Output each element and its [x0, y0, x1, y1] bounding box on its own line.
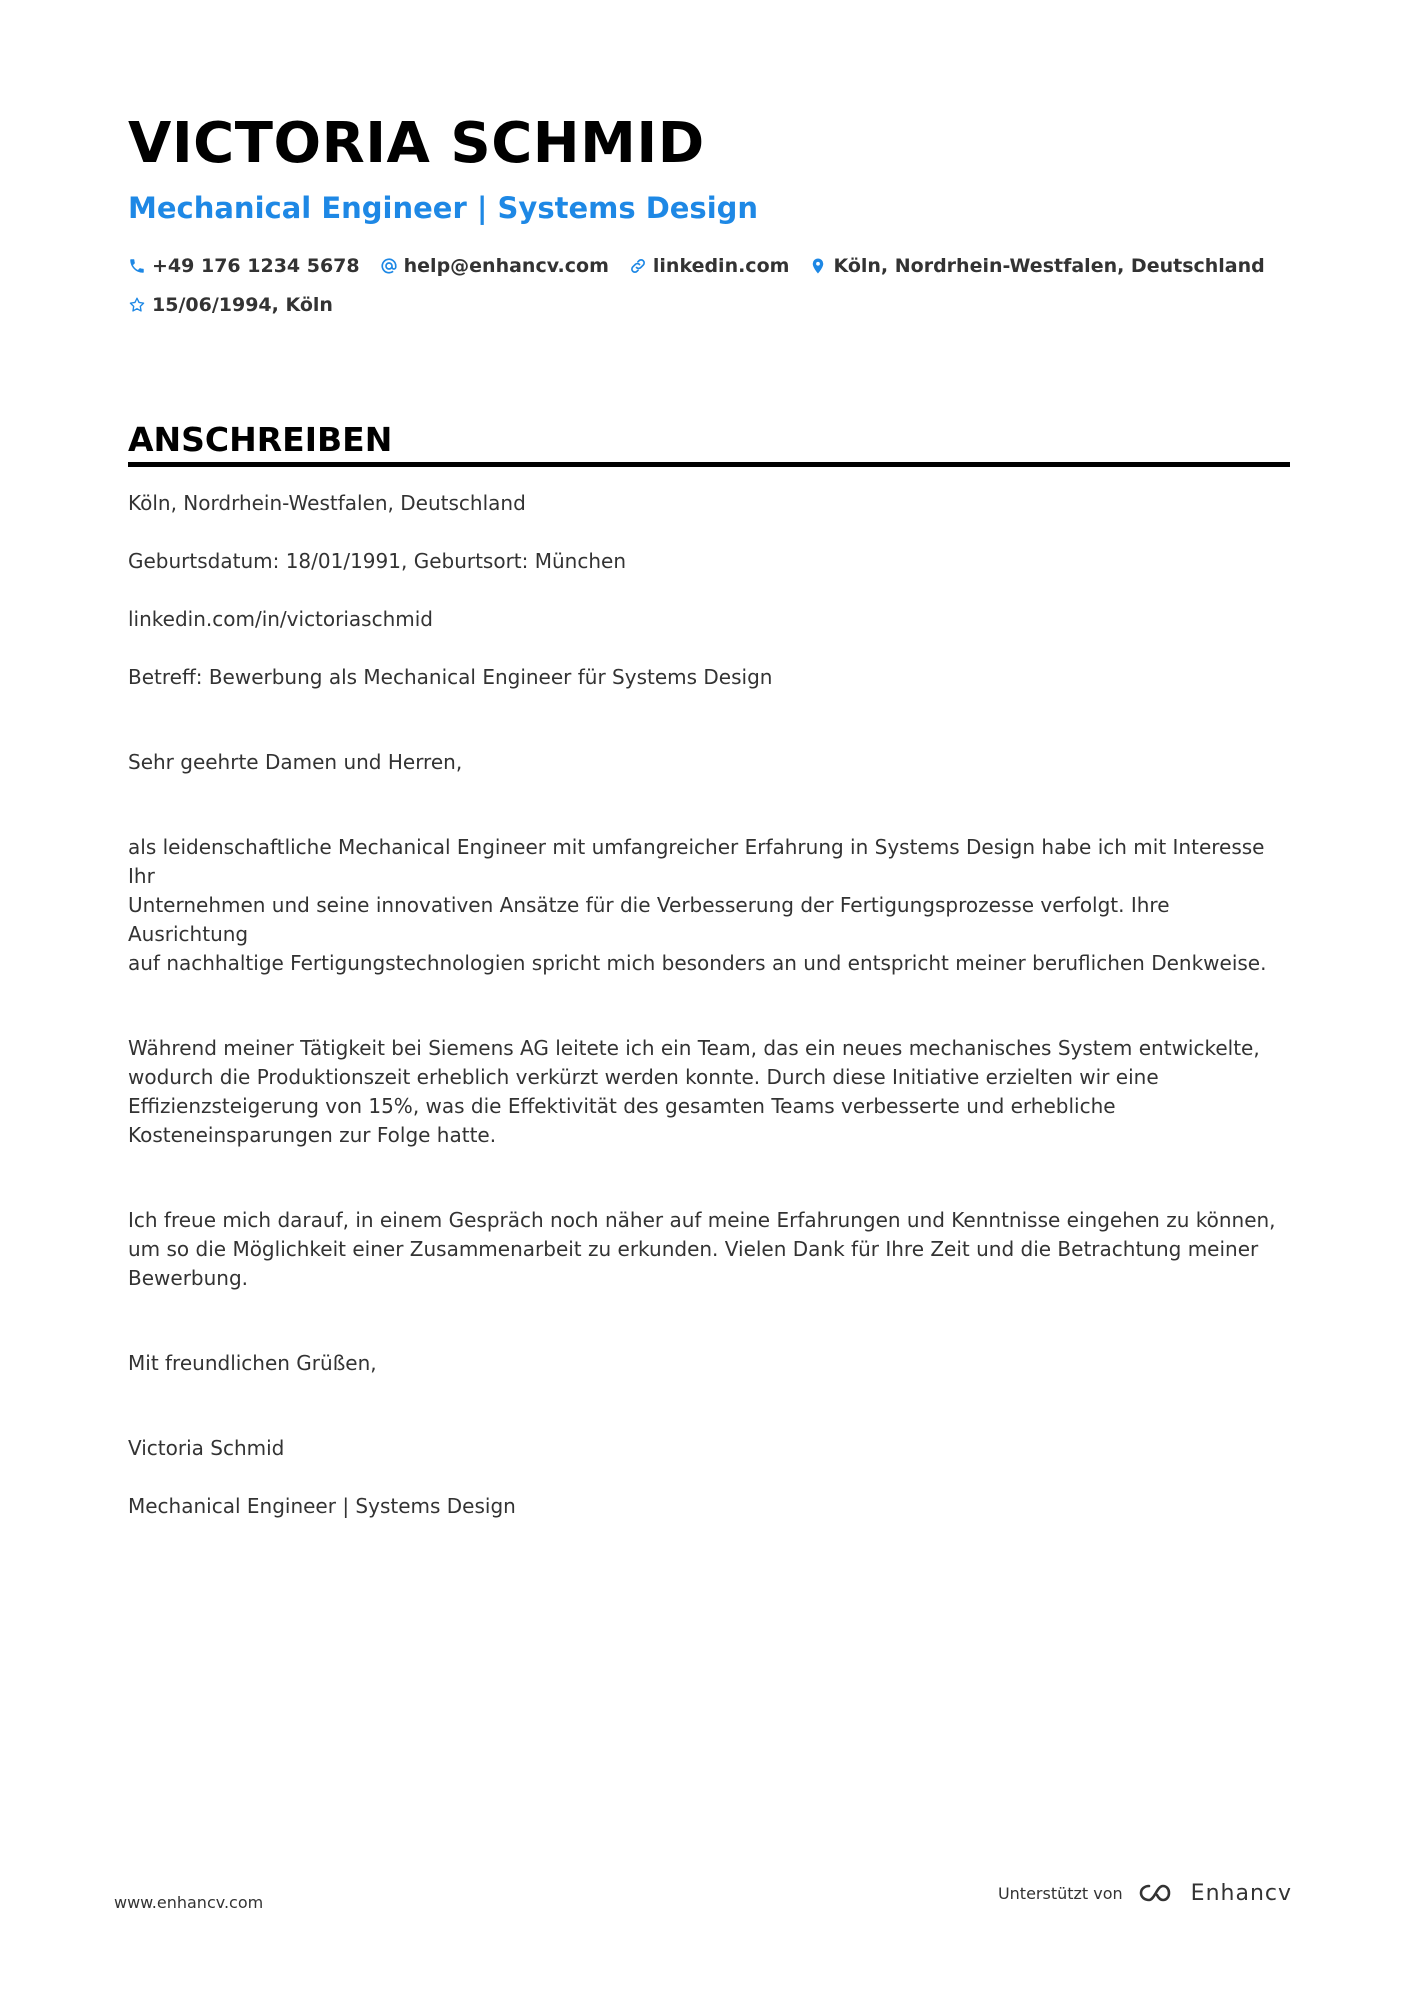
birth-text: 15/06/1994, Köln [152, 293, 333, 316]
star-icon [128, 296, 146, 314]
powered-by-text: Unterstützt von [997, 1883, 1123, 1903]
paragraph-1-line: Unternehmen und seine innovativen Ansätze für die Verbesserung der Fertigungsprozesse verfolgt. Ihre Ausrichtung [128, 893, 1170, 946]
paragraph-3-line: Ich freue mich darauf, in einem Gespräch noch näher auf meine Erfahrungen und Kenntnisse eingehen zu können, [128, 1208, 1276, 1232]
contact-location [809, 255, 1264, 277]
contact-linkedin[interactable] [629, 255, 790, 277]
letter-paragraph-1 [128, 833, 1290, 978]
enhancv-logo-icon [1135, 1880, 1181, 1906]
paragraph-3-line: um so die Möglichkeit einer Zusammenarbeit zu erkunden. Vielen Dank für Ihre Zeit und die Betrachtung meiner [128, 1237, 1259, 1261]
signature-name: Victoria Schmid [128, 1436, 285, 1460]
contact-row-2 [128, 285, 1290, 324]
paragraph-1-line: auf nachhaltige Fertigungstechnologien spricht mich besonders an und entspricht meiner beruflichen Denkweise. [128, 951, 1267, 975]
letter-linkedin[interactable]: linkedin.com/in/victoriaschmid [128, 607, 433, 631]
brand-name: Enhancv [1190, 1880, 1292, 1906]
letter-closing: Mit freundlichen Grüßen, [128, 1351, 377, 1375]
location-pin-icon [809, 257, 827, 275]
resume-page [128, 110, 1290, 1521]
letter-paragraph-2 [128, 1034, 1290, 1150]
signature-title: Mechanical Engineer | Systems Design [128, 1494, 516, 1518]
at-icon [380, 257, 398, 275]
contact-row-1 [128, 246, 1290, 285]
location-text: Köln, Nordrhein-Westfalen, Deutschland [833, 254, 1265, 277]
section-title: ANSCHREIBEN [128, 420, 393, 459]
linkedin-text[interactable]: linkedin.com [652, 254, 790, 277]
letter-location: Köln, Nordrhein-Westfalen, Deutschland [128, 491, 526, 515]
phone-icon [128, 257, 146, 275]
letter-salutation: Sehr geehrte Damen und Herren, [128, 750, 463, 774]
paragraph-3-line: Bewerbung. [128, 1266, 249, 1290]
footer-website[interactable]: www.enhancv.com [114, 1893, 264, 1912]
link-icon [629, 257, 647, 275]
paragraph-2-line: wodurch die Produktionszeit erheblich verkürzt werden konnte. Durch diese Initiative erzielten wir eine [128, 1065, 1159, 1089]
paragraph-1-line: als leidenschaftliche Mechanical Engineer mit umfangreicher Erfahrung in Systems Design habe ich mit Interesse Ihr [128, 835, 1265, 888]
letter-subject: Betreff: Bewerbung als Mechanical Engineer für Systems Design [128, 665, 773, 689]
phone-text: +49 176 1234 5678 [152, 254, 360, 277]
contact-phone [128, 255, 360, 277]
paragraph-2-line: Während meiner Tätigkeit bei Siemens AG leitete ich ein Team, das ein neues mechanisches System entwickelte, [128, 1036, 1260, 1060]
footer-branding[interactable] [998, 1880, 1292, 1906]
cover-letter-body [128, 489, 1290, 1521]
applicant-name: VICTORIA SCHMID [128, 111, 705, 176]
section-divider [128, 462, 1290, 467]
letter-paragraph-3 [128, 1206, 1290, 1293]
email-text[interactable]: help@enhancv.com [403, 254, 609, 277]
paragraph-2-line: Kosteneinsparungen zur Folge hatte. [128, 1123, 497, 1147]
paragraph-2-line: Effizienzsteigerung von 15%, was die Effektivität des gesamten Teams verbesserte und erhebliche [128, 1094, 1116, 1118]
applicant-title: Mechanical Engineer | Systems Design [128, 191, 759, 225]
contact-email[interactable] [380, 255, 609, 277]
contact-birth [128, 294, 333, 316]
contact-info [128, 246, 1290, 324]
letter-birth-info: Geburtsdatum: 18/01/1991, Geburtsort: München [128, 549, 627, 573]
